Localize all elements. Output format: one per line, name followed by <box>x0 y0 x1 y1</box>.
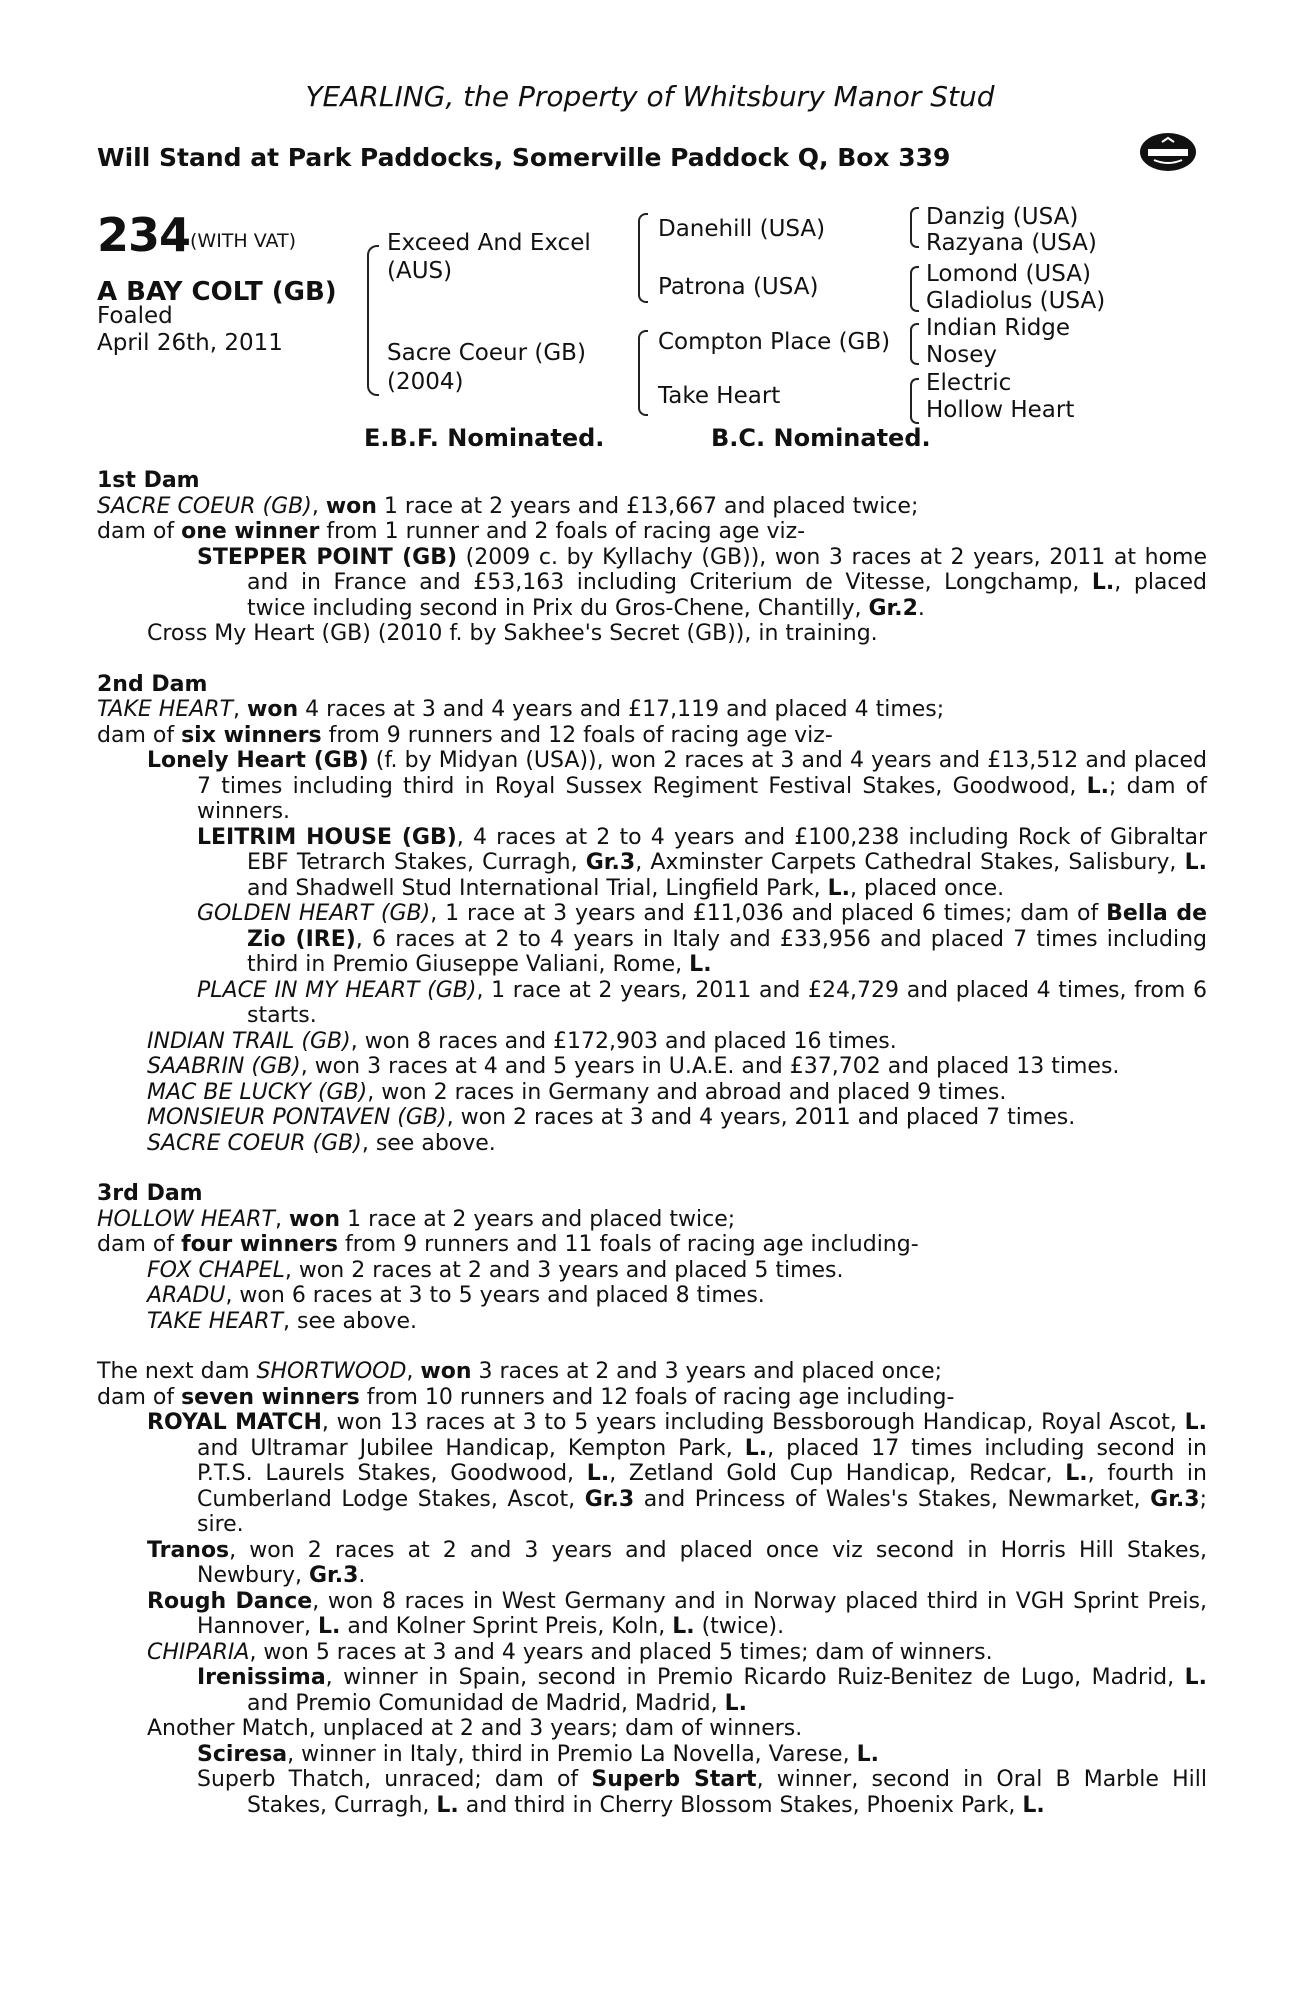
text-run: . <box>358 1563 366 1588</box>
bold-run: L. <box>317 1614 341 1639</box>
bold-run: won <box>288 1206 341 1232</box>
progeny-entry <box>97 1538 1207 1589</box>
section-heading: 3rd Dam <box>97 1181 203 1206</box>
text-run: Superb Thatch, unraced; dam of <box>197 1767 592 1792</box>
text-run: . <box>917 595 925 621</box>
text-run: , won 8 races and £172,903 and placed 16 times. <box>350 1028 897 1054</box>
pedigree-brace-1 <box>367 245 379 396</box>
progeny-entry <box>97 1080 1207 1106</box>
italic-run: MONSIEUR PONTAVEN (GB) <box>147 1105 447 1130</box>
bold-run: L. <box>436 1792 459 1818</box>
bold-run: four winners <box>181 1232 338 1257</box>
text-run: , 4 races at 2 to 4 years and £100,238 including Rock of Gibraltar EBF Tetrarch Stakes, Curragh, <box>247 824 1207 875</box>
progeny-entry <box>97 1767 1207 1818</box>
text-run: , placed 17 times including second in P.T.S. Laurels Stakes, Goodwood, <box>197 1435 1207 1486</box>
bold-run: L. <box>672 1614 695 1639</box>
progeny-entry <box>97 1742 1207 1768</box>
bold-run: seven winners <box>181 1384 360 1410</box>
italic-run: HOLLOW HEART <box>97 1206 275 1232</box>
italic-run: INDIAN TRAIL (GB) <box>147 1028 351 1054</box>
pedigree-brace-7 <box>910 378 919 424</box>
progeny-entry <box>97 1665 1207 1716</box>
text-run: , won 5 races at 3 and 4 years and placed 5 times; dam of winners. <box>249 1639 993 1665</box>
text-run: , 1 race at 3 years and £11,036 and placed 6 times; dam of <box>430 901 1107 926</box>
text-run: , see above. <box>283 1308 417 1334</box>
progeny-entry <box>97 1410 1207 1538</box>
text-run: dam of <box>97 722 182 748</box>
pedigree-sire: Exceed And Excel <box>387 230 591 256</box>
text-run: , <box>406 1359 421 1384</box>
bold-run: Gr.2 <box>868 595 918 621</box>
bold-run: one winner <box>181 519 320 544</box>
text-run: , 1 race at 2 years, 2011 and £24,729 and placed 4 times, from 6 starts. <box>247 977 1207 1028</box>
stand-location: Will Stand at Park Paddocks, Somerville Paddock Q, Box 339 <box>97 143 951 172</box>
pedigree-sire-sire: Danehill (USA) <box>658 216 826 242</box>
bold-run: Gr.3 <box>584 1486 635 1512</box>
text-run: dam of <box>97 519 182 544</box>
dam-line <box>97 1232 1207 1258</box>
text-run: dam of <box>97 1384 182 1410</box>
text-run: , winner in Spain, second in Premio Ricardo Ruiz-Benitez de Lugo, Madrid, <box>325 1665 1185 1690</box>
bold-run: won <box>325 493 377 519</box>
text-run: , <box>311 493 326 519</box>
text-run: 3 races at 2 and 3 years and placed once; <box>471 1359 943 1384</box>
text-run: ; dam of winners. <box>197 773 1207 824</box>
text-run: The next dam <box>97 1359 257 1384</box>
italic-run: CHIPARIA <box>147 1639 250 1665</box>
bold-run: Gr.3 <box>308 1563 359 1588</box>
progeny-entry <box>97 1283 1207 1309</box>
bold-run: won <box>420 1359 472 1384</box>
catalogue-body <box>97 468 1207 1818</box>
bold-run: L. <box>856 1741 879 1767</box>
text-run: , won 2 races in Germany and abroad and placed 9 times. <box>367 1079 1007 1105</box>
text-run: and Ultramar Jubilee Handicap, Kempton Park, <box>197 1435 745 1461</box>
italic-run: MAC BE LUCKY (GB) <box>147 1079 368 1105</box>
text-run: (2009 c. by Kyllachy (GB)), won 3 races at 2 years, 2011 at home and in France and £53,163 including Criterium de Vitesse, Longchamp, <box>247 544 1207 595</box>
text-run: Cross My Heart (GB) (2010 f. by Sakhee's Secret (GB)), in training. <box>147 621 878 646</box>
bold-run: L. <box>1086 773 1110 799</box>
italic-run: PLACE IN MY HEART (GB) <box>197 977 477 1003</box>
bold-run: L. <box>1065 1461 1088 1486</box>
foaled-date: April 26th, 2011 <box>97 330 283 356</box>
progeny-entry <box>97 545 1207 622</box>
bold-run: L. <box>1091 570 1115 595</box>
pedigree-ssd: Razyana (USA) <box>926 230 1097 256</box>
text-run: , won 8 races in West Germany and in Norway placed third in VGH Sprint Preis, Hannover, <box>197 1588 1207 1639</box>
dam-line <box>97 1207 1207 1233</box>
text-run: , <box>233 697 248 722</box>
bold-run: Irenissima <box>197 1665 326 1690</box>
pedigree-brace-4 <box>910 207 919 248</box>
progeny-entry <box>97 748 1207 825</box>
vat-note: (WITH VAT) <box>190 230 297 252</box>
dam-line <box>97 494 1207 520</box>
dam-line <box>97 519 1207 545</box>
progeny-entry <box>97 978 1207 1029</box>
progeny-entry <box>97 1029 1207 1055</box>
progeny-entry <box>97 621 1207 647</box>
italic-run: TAKE HEART <box>97 697 234 722</box>
italic-run: GOLDEN HEART (GB) <box>197 901 431 926</box>
bold-run: Superb Start <box>591 1767 757 1792</box>
pedigree-dsd: Nosey <box>926 342 998 368</box>
italic-run: SAABRIN (GB) <box>147 1054 301 1079</box>
progeny-entry <box>97 1258 1207 1284</box>
dam-line <box>97 723 1207 749</box>
progeny-entry <box>97 825 1207 902</box>
pedigree-brace-5 <box>910 266 919 312</box>
italic-run: SACRE COEUR (GB) <box>97 493 312 519</box>
bold-run: L. <box>1184 1410 1207 1435</box>
text-run: , won 3 races at 4 and 5 years in U.A.E. and £37,702 and placed 13 times. <box>300 1054 1120 1079</box>
text-run: , see above. <box>361 1130 496 1156</box>
text-run: (f. by Midyan (USA)), won 2 races at 3 and 4 years and £13,512 and placed 7 times including third in Royal Sussex Regiment Festival Stakes, Goodwood, <box>197 748 1207 799</box>
bold-run: Bella de Zio (IRE) <box>247 901 1208 952</box>
pedigree-brace-3 <box>638 330 648 416</box>
bold-run: Rough Dance <box>147 1588 313 1614</box>
bold-run: L. <box>744 1435 768 1461</box>
pedigree-brace-2 <box>638 213 648 303</box>
pedigree-brace-6 <box>910 323 919 365</box>
bold-run: L. <box>689 952 712 977</box>
pedigree-dam: Sacre Coeur (GB) <box>387 340 586 366</box>
lot-number: 234 <box>97 208 191 262</box>
section-heading: 1st Dam <box>97 468 200 493</box>
bold-run: L. <box>1022 1792 1045 1818</box>
section-heading: 2nd Dam <box>97 671 208 697</box>
progeny-entry <box>97 1105 1207 1131</box>
bc-nomination: B.C. Nominated. <box>711 424 931 452</box>
italic-run: FOX CHAPEL <box>147 1257 285 1283</box>
bold-run: Gr.3 <box>1150 1486 1200 1512</box>
text-run: , won 2 races at 3 and 4 years, 2011 and placed 7 times. <box>446 1105 1076 1130</box>
bold-run: Tranos <box>147 1537 230 1563</box>
text-run: , won 2 races at 2 and 3 years and placed once viz second in Horris Hill Stakes, Newbury, <box>197 1537 1207 1588</box>
text-run: , won 2 races at 2 and 3 years and placed 5 times. <box>284 1257 844 1283</box>
ebf-nomination: E.B.F. Nominated. <box>364 424 605 452</box>
bold-run: L. <box>1184 850 1207 875</box>
text-run: , placed once. <box>849 875 1005 901</box>
bold-run: LEITRIM HOUSE (GB) <box>197 824 457 850</box>
text-run: 4 races at 3 and 4 years and £17,119 and placed 4 times; <box>298 697 945 722</box>
pedigree-ddd: Hollow Heart <box>926 397 1075 423</box>
text-run: 1 race at 2 years and placed twice; <box>340 1206 736 1232</box>
text-run: Another Match, unplaced at 2 and 3 years; dam of winners. <box>147 1716 803 1741</box>
foaled-label: Foaled <box>97 303 173 329</box>
pedigree-sds: Lomond (USA) <box>926 261 1091 287</box>
text-run: from 9 runners and 12 foals of racing age viz- <box>321 722 833 748</box>
progeny-entry <box>97 1589 1207 1640</box>
pedigree-dam-dam: Take Heart <box>658 383 781 409</box>
text-run: dam of <box>97 1232 182 1257</box>
lot-name: A BAY COLT (GB) <box>97 277 337 307</box>
progeny-entry <box>97 1716 1207 1742</box>
progeny-entry <box>97 1309 1207 1335</box>
text-run: (twice). <box>694 1614 785 1639</box>
text-run: and third in Cherry Blossom Stakes, Phoenix Park, <box>458 1792 1023 1818</box>
progeny-entry <box>97 1640 1207 1666</box>
text-run: ; sire. <box>197 1486 1207 1537</box>
dam-line <box>97 1385 1207 1411</box>
bold-run: STEPPER POINT (GB) <box>197 544 458 570</box>
bold-run: won <box>247 697 299 722</box>
italic-run: TAKE HEART <box>147 1308 284 1334</box>
bold-run: Lonely Heart (GB) <box>147 748 369 773</box>
text-run: , 6 races at 2 to 4 years in Italy and £33,956 and placed 7 times including third in Premio Giuseppe Valiani, Rome, <box>247 926 1208 977</box>
bold-run: L. <box>586 1461 610 1486</box>
italic-run: ARADU <box>147 1283 226 1308</box>
page-title: YEARLING, the Property of Whitsbury Manor Stud <box>305 80 995 113</box>
pedigree-sss: Danzig (USA) <box>926 204 1079 230</box>
text-run: , fourth in Cumberland Lodge Stakes, Ascot, <box>197 1461 1207 1512</box>
text-run: from 9 runners and 11 foals of racing age including- <box>338 1232 919 1257</box>
progeny-entry <box>97 1131 1207 1157</box>
dam-line <box>97 697 1207 723</box>
progeny-entry <box>97 901 1207 978</box>
pedigree-sire-dam: Patrona (USA) <box>658 274 819 300</box>
dam-line <box>97 1359 1207 1385</box>
text-run: , winner in Italy, third in Premio La Novella, Varese, <box>287 1741 857 1767</box>
text-run: and Kolner Sprint Preis, Koln, <box>340 1614 673 1639</box>
bold-run: Sciresa <box>197 1741 288 1767</box>
text-run: and Premio Comunidad de Madrid, Madrid, <box>247 1690 725 1716</box>
text-run: and Princess of Wales's Stakes, Newmarket, <box>634 1486 1151 1512</box>
pedigree-sire-country: (AUS) <box>387 258 453 284</box>
bold-run: L. <box>724 1690 747 1716</box>
text-run: , <box>274 1206 289 1232</box>
bold-run: Gr.3 <box>585 850 636 875</box>
text-run: from 10 runners and 12 foals of racing age including- <box>359 1384 955 1410</box>
bold-run: ROYAL MATCH <box>147 1410 322 1435</box>
text-run: , Axminster Carpets Cathedral Stakes, Salisbury, <box>635 850 1185 875</box>
text-run: from 1 runner and 2 foals of racing age viz- <box>319 519 806 544</box>
text-run: , won 6 races at 3 to 5 years and placed 8 times. <box>225 1283 765 1308</box>
pedigree-dss: Indian Ridge <box>926 315 1071 341</box>
italic-run: SHORTWOOD <box>256 1359 407 1384</box>
pedigree-dam-year: (2004) <box>387 369 464 395</box>
bold-run: L. <box>1184 1665 1207 1690</box>
yearling-bonus-logo <box>1138 130 1198 174</box>
bold-run: L. <box>827 875 850 901</box>
text-run: , won 13 races at 3 to 5 years including Bessborough Handicap, Royal Ascot, <box>321 1410 1185 1435</box>
text-run: , winner, second in Oral B Marble Hill Stakes, Curragh, <box>247 1767 1207 1818</box>
pedigree-dds: Electric <box>926 370 1012 396</box>
bold-run: six winners <box>181 722 322 748</box>
pedigree-sdd: Gladiolus (USA) <box>926 288 1106 314</box>
text-run: , placed twice including second in Prix du Gros-Chene, Chantilly, <box>247 570 1208 621</box>
progeny-entry <box>97 1054 1207 1080</box>
text-run: , Zetland Gold Cup Handicap, Redcar, <box>609 1461 1066 1486</box>
pedigree-dam-sire: Compton Place (GB) <box>658 329 891 355</box>
text-run: and Shadwell Stud International Trial, Lingfield Park, <box>247 875 828 901</box>
italic-run: SACRE COEUR (GB) <box>147 1130 362 1156</box>
text-run: 1 race at 2 years and £13,667 and placed twice; <box>376 493 919 519</box>
